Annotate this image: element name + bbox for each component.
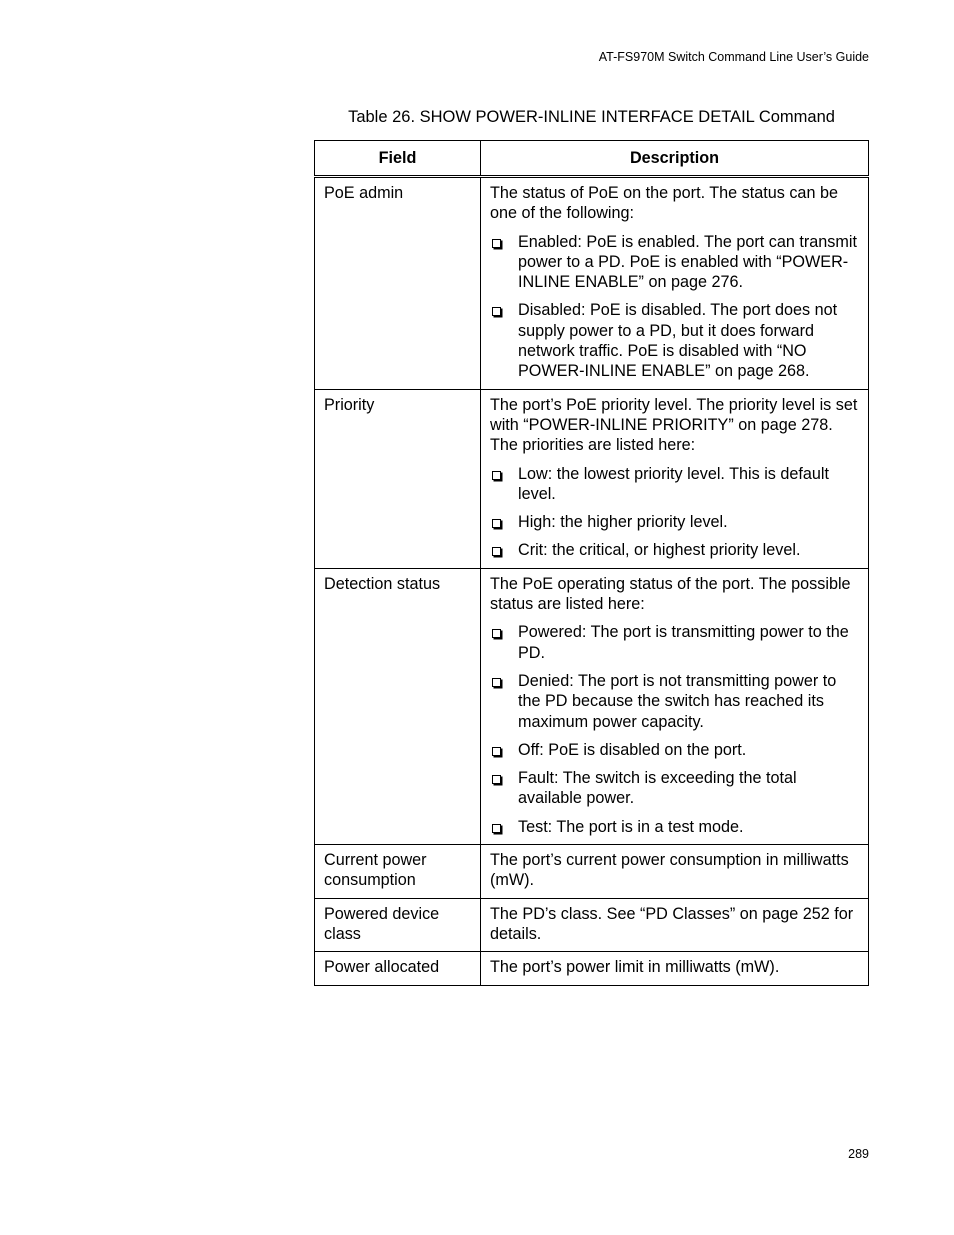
- description-cell: [481, 898, 869, 952]
- checkbox-bullet-icon: [492, 307, 501, 316]
- table-body: [315, 177, 869, 986]
- option-text: Disabled: PoE is disabled. The port does not supply power to a PD, but it does forward network traffic. PoE is disabled with “NO POWER-INLINE ENABLE” on page 268.: [518, 301, 838, 381]
- running-header: AT-FS970M Switch Command Line User’s Guide: [598, 50, 869, 64]
- field-name-cell: Powered device class: [315, 898, 481, 952]
- option-list-item: [490, 671, 860, 732]
- table-row: [315, 568, 869, 844]
- checkbox-bullet-icon: [492, 547, 501, 556]
- table-row: [315, 845, 869, 899]
- option-text: High: the higher priority level.: [518, 513, 728, 532]
- column-header-description: Description: [481, 141, 869, 177]
- description-text: The PD’s class. See “PD Classes” on page 252 for details.: [490, 904, 854, 943]
- table-row: [315, 898, 869, 952]
- description-text: The status of PoE on the port. The status can be one of the following:: [490, 184, 838, 223]
- field-name-cell: Priority: [315, 389, 481, 568]
- checkbox-bullet-icon: [492, 747, 501, 756]
- description-cell: [481, 389, 869, 568]
- checkbox-bullet-icon: [492, 824, 501, 833]
- option-list-item: [490, 540, 860, 560]
- column-header-field: Field: [315, 141, 481, 177]
- option-text: Enabled: PoE is enabled. The port can transmit power to a PD. PoE is enabled with “POWER-INLINE ENABLE” on page 276.: [518, 232, 857, 292]
- option-list-item: [490, 300, 860, 381]
- description-cell: [481, 568, 869, 844]
- option-list: [490, 464, 860, 561]
- checkbox-bullet-icon: [492, 239, 501, 248]
- table-header-row: [315, 141, 869, 177]
- option-text: Off: PoE is disabled on the port.: [518, 740, 747, 759]
- description-text: The PoE operating status of the port. The possible status are listed here:: [490, 574, 851, 614]
- option-text: Denied: The port is not transmitting power to the PD because the switch has reached its maximum power capacity.: [518, 671, 837, 731]
- description-text: The port’s power limit in milliwatts (mW).: [490, 958, 780, 977]
- table-row: [315, 952, 869, 985]
- option-text: Crit: the critical, or highest priority level.: [518, 541, 801, 560]
- option-list-item: [490, 622, 860, 663]
- option-list-item: [490, 464, 860, 505]
- description-cell: [481, 952, 869, 985]
- field-name-cell: Detection status: [315, 568, 481, 844]
- description-cell: [481, 845, 869, 899]
- field-name-cell: Power allocated: [315, 952, 481, 985]
- option-list-item: [490, 232, 860, 293]
- option-text: Fault: The switch is exceeding the total available power.: [518, 769, 797, 808]
- option-text: Test: The port is in a test mode.: [518, 817, 744, 836]
- option-list: [490, 622, 860, 837]
- option-text: Powered: The port is transmitting power to the PD.: [518, 623, 849, 662]
- option-text: Low: the lowest priority level. This is default level.: [518, 464, 830, 503]
- option-list-item: [490, 740, 860, 760]
- checkbox-bullet-icon: [492, 629, 501, 638]
- command-fields-table: [314, 140, 869, 986]
- description-text: The port’s current power consumption in milliwatts (mW).: [490, 851, 849, 890]
- option-list-item: [490, 768, 860, 809]
- description-cell: [481, 177, 869, 390]
- description-text: The port’s PoE priority level. The priority level is set with “POWER-INLINE PRIORITY” on page 278. The priorities are listed here:: [490, 395, 858, 455]
- table-row: [315, 177, 869, 390]
- field-name-cell: Current power consumption: [315, 845, 481, 899]
- table-row: [315, 389, 869, 568]
- option-list: [490, 232, 860, 382]
- checkbox-bullet-icon: [492, 519, 501, 528]
- table-caption: Table 26. SHOW POWER-INLINE INTERFACE DETAIL Command: [348, 108, 835, 126]
- option-list-item: [490, 817, 860, 837]
- checkbox-bullet-icon: [492, 678, 501, 687]
- page-number: 289: [848, 1147, 869, 1161]
- field-name-cell: PoE admin: [315, 177, 481, 390]
- checkbox-bullet-icon: [492, 471, 501, 480]
- checkbox-bullet-icon: [492, 775, 501, 784]
- option-list-item: [490, 512, 860, 532]
